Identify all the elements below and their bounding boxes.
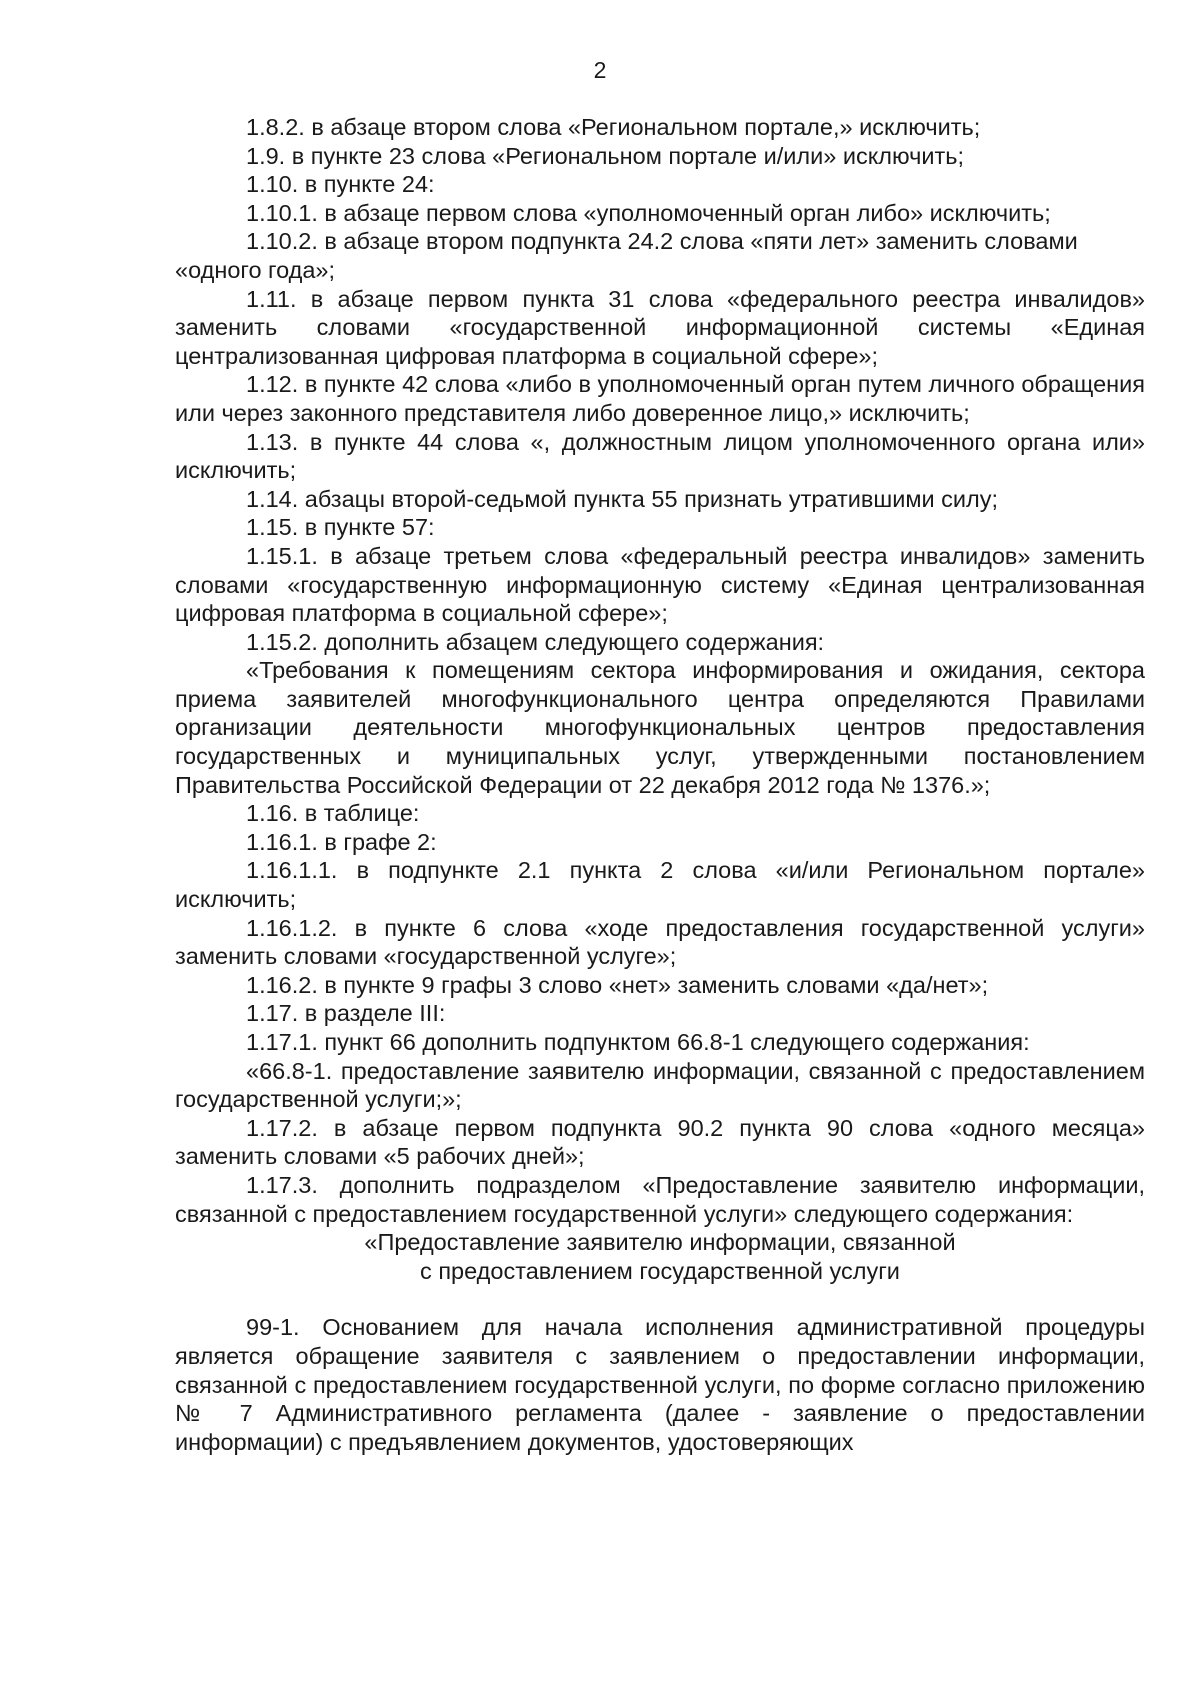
paragraph-1-15-2: 1.15.2. дополнить абзацем следующего содержания: [246, 628, 825, 655]
paragraph-1-10-2: 1.10.2. в абзаце втором подпункта 24.2 слова «пяти лет» заменить словами «одного года»; [175, 228, 1078, 283]
paragraph-1-16: 1.16. в таблице: [246, 800, 420, 827]
document-body [175, 113, 1145, 1456]
section-heading-line-1: «Предоставление заявителю информации, связанной [364, 1229, 956, 1256]
paragraph-1-12: 1.12. в пункте 42 слова «либо в уполномоченный орган путем личного обращения или через законного представителя либо доверенное лицо,» исключить; [175, 371, 1145, 426]
paragraph-66-8-1-quote: «66.8-1. предоставление заявителю информации, связанной с предоставлением государственной услуги;»; [175, 1057, 1145, 1113]
paragraph-1-9: 1.9. в пункте 23 слова «Региональном портале и/или» исключить; [246, 142, 965, 169]
paragraph-1-16-2: 1.16.2. в пункте 9 графы 3 слово «нет» заменить словами «да/нет»; [246, 971, 989, 998]
paragraph-1-15: 1.15. в пункте 57: [246, 514, 435, 541]
paragraph-99-1: 99-1. Основанием для начала исполнения административной процедуры является обращение заявителя с заявлением о предоставлении информации, связанной с предоставлением государственной услуги, по форме согласно приложению № 7 Административного регламента (далее - заявление о предоставлении информации) с предъявлением документов, удостоверяющих [175, 1314, 1145, 1455]
paragraph-requirements-quote: «Требования к помещениям сектора информирования и ожидания, сектора приема заявителей многофункционального центра определяются Правилами организации деятельности многофункциональных центров предоставления государственных и муниципальных услуг, утвержденными постановлением Правительства Российской Федерации от 22 декабря 2012 года № 1376.»; [175, 657, 1145, 798]
paragraph-1-11: 1.11. в абзаце первом пункта 31 слова «федерального реестра инвалидов» заменить словами «государственной информационной системы «Единая централизованная цифровая платформа в социальной сфере»; [175, 285, 1145, 369]
paragraph-1-15-1: 1.15.1. в абзаце третьем слова «федеральный реестра инвалидов» заменить словами «государственную информационную систему «Единая централизованная цифровая платформа в социальной сфере»; [175, 542, 1145, 627]
paragraph-1-16-1: 1.16.1. в графе 2: [246, 828, 437, 855]
paragraph-1-17-1: 1.17.1. пункт 66 дополнить подпунктом 66.8-1 следующего содержания: [246, 1029, 1030, 1055]
paragraph-1-13: 1.13. в пункте 44 слова «, должностным лицом уполномоченного органа или» исключить; [175, 428, 1145, 484]
paragraph-1-17-2: 1.17.2. в абзаце первом подпункта 90.2 пункта 90 слова «одного месяца» заменить словами «5 рабочих дней»; [175, 1114, 1145, 1170]
paragraph-1-16-1-1: 1.16.1.1. в подпункте 2.1 пункта 2 слова «и/или Региональном портале» исключить; [175, 857, 1145, 913]
blank-line [175, 1285, 1145, 1313]
paragraph-1-14: 1.14. абзацы второй-седьмой пункта 55 признать утратившими силу; [246, 485, 998, 512]
section-heading-line-2: с предоставлением государственной услуги [420, 1257, 900, 1284]
paragraph-1-17: 1.17. в разделе III: [246, 1000, 446, 1027]
paragraph-1-8-2: 1.8.2. в абзаце втором слова «Региональном портале,» исключить; [246, 114, 981, 140]
page-number: 2 [593, 57, 607, 83]
paragraph-1-10-1: 1.10.1. в абзаце первом слова «уполномоченный орган либо» исключить; [246, 199, 1051, 226]
paragraph-1-16-1-2: 1.16.1.2. в пункте 6 слова «ходе предоставления государственной услуги» заменить словами «государственной услуге»; [175, 914, 1145, 970]
paragraph-1-10: 1.10. в пункте 24: [246, 171, 435, 198]
paragraph-1-17-3: 1.17.3. дополнить подразделом «Предоставление заявителю информации, связанной с предоставлением государственной услуги» следующего содержания: [175, 1171, 1145, 1227]
